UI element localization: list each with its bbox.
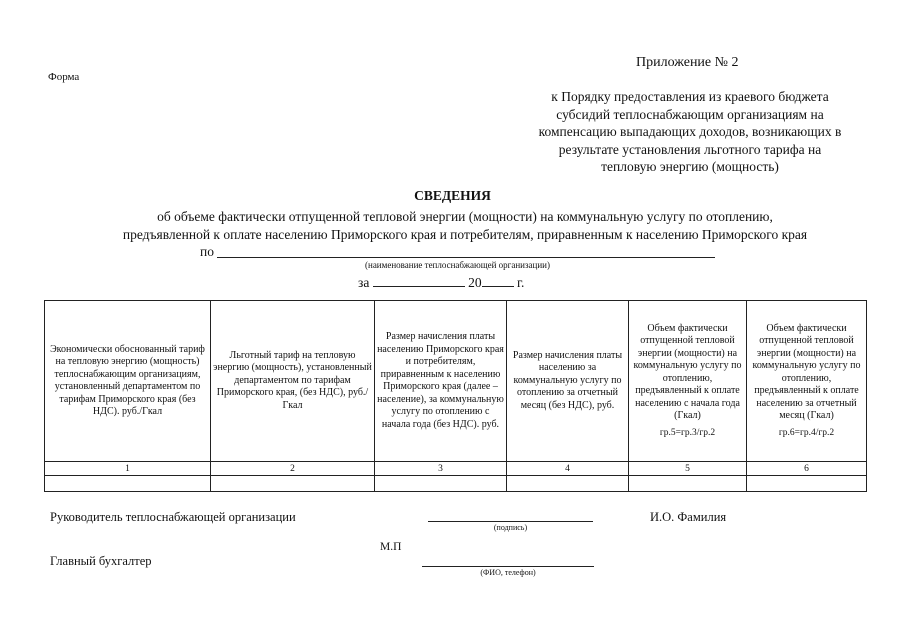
period-year-prefix: 20 xyxy=(468,275,482,290)
head-name: И.О. Фамилия xyxy=(650,510,727,524)
column-number: 6 xyxy=(747,462,867,476)
data-cell[interactable] xyxy=(629,476,747,492)
appendix-line: к Порядку предоставления из краевого бюджета xyxy=(551,89,829,104)
org-name-field[interactable] xyxy=(217,257,715,258)
table-data-row xyxy=(45,476,867,492)
data-table xyxy=(44,300,867,492)
head-signature-label: Руководитель теплоснабжающей организации xyxy=(50,510,296,524)
period-year-field[interactable] xyxy=(482,274,514,287)
accountant-caption: (ФИО, телефон) xyxy=(480,568,536,577)
data-cell[interactable] xyxy=(375,476,507,492)
appendix-text xyxy=(505,88,875,176)
document-subtitle xyxy=(40,208,890,244)
stamp-place: М.П xyxy=(380,541,402,553)
column-number: 1 xyxy=(45,462,211,476)
column-formula: гр.5=гр.3/гр.2 xyxy=(659,427,716,438)
column-number-row xyxy=(45,462,867,476)
column-header-text: Объем фактически отпущенной тепловой энергии (мощности) на коммунальную услугу по отоплению, предъявленный к оплате населению с начала года (Гкал) xyxy=(633,322,742,422)
column-header: Размер начисления платы населению за коммунальную услугу по отоплению за отчетный месяц (без НДС), руб. xyxy=(507,301,629,462)
data-cell[interactable] xyxy=(45,476,211,492)
accountant-label: Главный бухгалтер xyxy=(50,554,152,568)
document-title: СВЕДЕНИЯ xyxy=(414,188,491,203)
form-label: Форма xyxy=(48,71,80,83)
column-number: 5 xyxy=(629,462,747,476)
subtitle-line: об объеме фактически отпущенной тепловой энергии (мощности) на коммунальную услугу по отоплению, xyxy=(157,209,773,224)
period-suffix: г. xyxy=(516,275,525,290)
table-header-row xyxy=(45,301,867,462)
data-cell[interactable] xyxy=(507,476,629,492)
org-name-caption: (наименование теплоснабжающей организации) xyxy=(365,260,550,270)
column-header-text: Объем фактически отпущенной тепловой энергии (мощности) на коммунальную услугу по отоплению, предъявленный к оплате населению за отчетный месяц (Гкал) xyxy=(752,322,861,422)
head-signature-caption: (подпись) xyxy=(493,523,528,532)
column-header: Экономически обоснованный тариф на тепловую энергию (мощность) теплоснабжающим организациям, установленный департаментом по тарифам Приморского края (без НДС). руб./Гкал xyxy=(45,301,211,462)
head-signature-field[interactable] xyxy=(428,521,593,522)
period-month-field[interactable] xyxy=(373,274,465,287)
data-cell[interactable] xyxy=(211,476,375,492)
column-number: 2 xyxy=(211,462,375,476)
column-number: 4 xyxy=(507,462,629,476)
data-cell[interactable] xyxy=(747,476,867,492)
appendix-line: результате установления льготного тарифа на xyxy=(558,141,822,157)
column-header xyxy=(747,301,867,462)
appendix-line: компенсацию выпадающих доходов, возникающих в xyxy=(538,124,842,139)
appendix-line: субсидий теплоснабжающим организациям на xyxy=(556,106,824,122)
accountant-field[interactable] xyxy=(422,566,594,567)
appendix-title: Приложение № 2 xyxy=(636,55,739,70)
column-header xyxy=(629,301,747,462)
column-header: Льготный тариф на тепловую энергию (мощность), установленный департаментом по тарифам Приморского края, (без НДС), руб./Гкал xyxy=(211,301,375,462)
column-header: Размер начисления платы населению Приморского края и потребителям, приравненным к населению Приморского края (далее – население), за коммунальную услугу по отоплению с начала года (без НДС). руб. xyxy=(375,301,507,462)
subtitle-line: предъявленной к оплате населению Приморского края и потребителям, приравненным к населению Приморского края xyxy=(122,227,808,242)
period-prefix: за xyxy=(358,275,370,290)
reporting-period xyxy=(358,274,524,291)
appendix-line: тепловую энергию (мощность) xyxy=(601,159,779,174)
org-prefix: по xyxy=(200,244,214,259)
column-formula: гр.6=гр.4/гр.2 xyxy=(778,427,835,438)
column-number: 3 xyxy=(375,462,507,476)
